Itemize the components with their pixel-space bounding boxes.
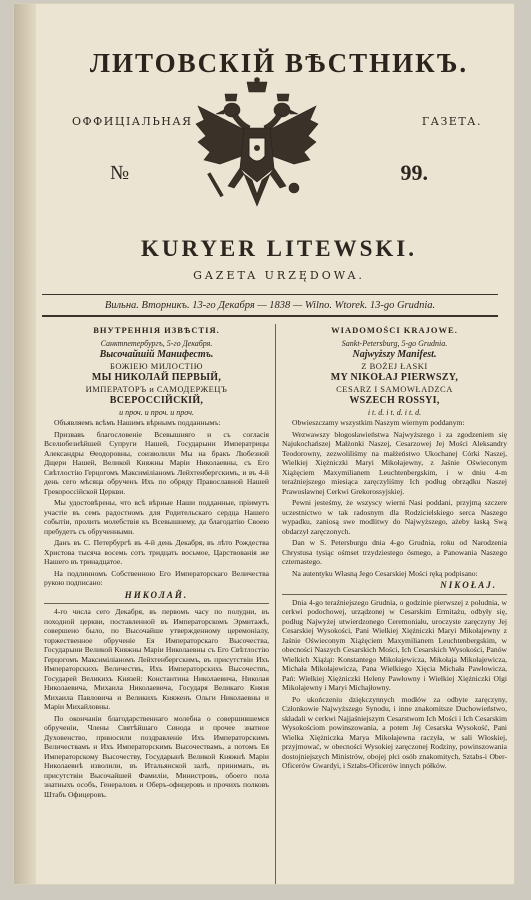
etc-pl: i t. d. i t. d. i t. d.: [367, 407, 422, 417]
newspaper-page: [14, 4, 514, 884]
masthead-title-ru: ЛИТОВСКІЙ ВѢСТНИКЪ.: [89, 48, 469, 78]
emperor-name-ru: МЫ НИКОЛАЙ ПЕРВЫЙ,: [91, 372, 222, 383]
all-russia-ru: ВСЕРОССІЙСКІЙ,: [109, 395, 204, 406]
manifest-title-pl: Najwyższy Manifest.: [352, 349, 437, 360]
header-rule-top: [42, 294, 498, 295]
emperor-name-pl: MY NIKOŁAJ PIERWSZY,: [330, 372, 459, 383]
by-grace-ru: БОЖІЕЮ МИЛОСТІЮ: [110, 360, 203, 371]
issue-number-label: №: [110, 162, 130, 184]
paragraph-pl-2: Wezwawszy błogosławieństwa Najwyższego i za zgodzeniem się Najukochańszej Małżonki Naszej, Cesarzowej Jej Mości Aleksandry Teodorowny, zezwoliliśmy na małżeństwo Ukochanej Córki Naszej, Wielkiej Xiężniczki Maryi Mikołajewny, z Jaśnie Oświeconym Xiążęciem Maxymilianem Leuchtenbergskim, i w dniu 4-m teraźniejszego miesiąca zaręczyliśmy Ich podług obrządku Naszej Prawosławnej Cerkwi Grekorossyjskiej.: [282, 429, 507, 496]
issue-number: 99.: [400, 160, 428, 185]
masthead-title-pl: KURYER LITEWSKI.: [141, 236, 417, 261]
paragraph-pl-4: Dan w S. Petersburgu dnia 4-go Grudnia, roku od Narodzenia Chrystusa tysiąc ośmset trzydziestego ósmego, a Panowania Naszego czternastego.: [282, 538, 507, 566]
paragraph-ru-1: Объявляемъ всѣмъ Нашимъ вѣрнымъ подданнымъ:: [54, 418, 221, 427]
column-divider: [275, 324, 276, 884]
separator-pl: [282, 594, 507, 595]
page-spine: [14, 4, 36, 884]
place-date-pl: Sankt-Petersburg, 5-go Grudnia.: [341, 338, 448, 348]
separator-ru: [44, 603, 269, 604]
place-date-ru: Санктпетербургъ, 5-го Декабря.: [100, 338, 213, 348]
by-grace-pl: Z BOŻEJ ŁASKI: [361, 360, 428, 371]
signature-pl: NIKOŁAJ.: [440, 580, 497, 590]
paragraph-pl-5: Na autentyku Własną Jego Cesarskiej Mości ręką podpisano:: [292, 568, 478, 578]
manifest-title-ru: Высочайшій Манифестъ.: [99, 349, 214, 360]
signature-ru: НИКОЛАЙ.: [124, 589, 189, 600]
paragraph-ru-4: Данъ въ С. Петербургѣ въ 4-й день Декабря, въ лѣто Рождества Христова тысяча восемь сотъ тридцать восьмое, Царствованія же Нашего въ тринадцатое.: [44, 538, 269, 566]
paragraph-ru-5: На подлинномъ Собственною Его Императорскаго Величества рукою подписано:: [44, 568, 269, 587]
paragraph-pl-6: Dnia 4-go teraźniejszego Grudnia, o godzinie pierwszej z południa, w cerkwi podochowej, urządzonej w Cesarskim Ermitażu, odbyły się, podług Najwyżej utwierdzonego Ceremoniału, uroczyste zaręczyny Jej Cesarskiej Wysokości, Pani Wielkiej Xiężniczki Maryi Mikołajewny z Jaśnie Oświeconym Xiążęciem Maxymilianem Leuchtenbergskim, w obecności Naszych Cesarskich Mości, Ich Cesarskich Wysokości, Panów Wielkich Xiążąt: Konstantego Mikołajewicza, Mikołaja Mikołajewicza, Michała Mikołajewicza, Pana Wielkiego Xięcia Michała Pawłowicza, Pań: Wielkiej Xiężniczki Heleny Pawłowny i Wielkiej Xiężniczki Olgi Mikołajewny i Maryi Michajłowny.: [282, 597, 507, 692]
gazeta-label: ГАЗЕТА.: [421, 115, 482, 128]
column-russian: [44, 326, 269, 886]
official-label: ОФФИЦІАЛЬНАЯ: [72, 115, 193, 128]
column-polish: [282, 326, 507, 886]
paragraph-ru-7: По окончаніи благодарственнаго молебна о совершившемся обрученіи, Члены Святѣйшаго Синода и прочее знатное Духовенство, приносили поздравленіе Ихъ Императорскимъ Величествамъ и Ихъ Императорскимъ Высочествамъ, а потомъ Ея Императорскому Высочеству, Государынѣ Великой Княжнѣ Маріи Николаевнѣ изволили, въ Итальянской залѣ, принимать, въ присутствіи Высочайшей Фамиліи, Министровъ, обоего пола знатныхъ особъ, Генераловъ и Оберъ-офицеровъ и прочихъ полковъ Штабъ Офицеровъ.: [44, 713, 269, 799]
dateline: Вильна. Вторникъ. 13-го Декабря — 1838 — Wilno. Wtorek. 13-go Grudnia.: [104, 300, 436, 311]
paragraph-pl-1: Obwieszczamy wszystkim Naszym wiernym poddanym:: [292, 418, 465, 427]
paragraph-ru-2: Призвавъ благословеніе Всевышняго и съ согласія Вселюбезнѣйшей Супруги Нашей, Государыни Императрицы Александры Ѳеодоровны, соизволили Мы на бракъ Любезной Дщери Нашей, Великой Княжны Маріи Николаевны, съ Его Свѣтлостію Герцогомъ Максиміліаномъ Лейхтенбергскимъ, и въ 4-й день сего мѣсяца обрученъ Ихъ по обряду Православной Нашей Грекороссійской Церкви.: [44, 429, 269, 496]
header-rule-bottom: [42, 315, 498, 317]
section-heading-ru: ВНУТРЕННІЯ ИЗВѢСТІЯ.: [93, 326, 220, 335]
paragraph-ru-6: 4-го числа сего Декабря, въ первомъ часу по полудни, въ походной церкви, поставленной въ Императорскомъ Эрмитажѣ, совершено было, по Высочайше утвержденному церемоніалу, торжественное обрученіе Ея Императорскаго Высочества, Государыни Великой Княжны Маріи Николаевны съ Его Свѣтлостію Герцогомъ Максиміліаномъ Лейхтенбергскимъ, въ присутствіи Ихъ Императорскихъ Величествъ, Ихъ Императорскихъ Высочествъ, Государей Великихъ Князей: Константина Николаевича, Николая Николаевича, Михаила Николаевича, Государя Великаго Князя Михаила Павловича и Великихъ Княженъ Ольги Николаевны и Маріи Михайловны.: [44, 607, 269, 711]
paragraph-ru-3: Мы удостовѣрены, что всѣ вѣрные Наши подданные, пріимутъ участіе въ семъ радостномъ для Родительскаго сердца Нашего событіи, пролить молебствія къ Всевышнему, да благодатію Своею пребудетъ съ обрученными.: [44, 498, 269, 536]
masthead-subtitle-pl: GAZETA URZĘDOWA.: [193, 269, 365, 282]
emperor-title-pl: CESARZ I SAMOWŁADZCA: [336, 383, 453, 394]
all-russia-pl: WSZECH ROSSYI,: [349, 395, 440, 406]
etc-ru: и проч. и проч. и проч.: [119, 407, 194, 417]
emperor-title-ru: ИМПЕРАТОРЪ и САМОДЕРЖЕЦЪ: [85, 383, 228, 394]
section-heading-pl: WIADOMOŚCI KRAJOWE.: [331, 326, 458, 335]
paragraph-pl-7: Po ukończeniu dziękczynnych modłów za odbyte zaręczyny, Członkowie Najwyższego Synodu, i inne znakomitsze Duchowieństwo, składali w cerkwi Najjaśniejszym Cesarstwom Ich Mości i Ich Cesarskim Wysokościom powinszowania, a potem Jej Cesarska Wysokość, Pani Wielka Xiężniczka Marya Mikołajewna raczyła, w sali Włoskiej, przyjmować, w obecności Wysokiej zaręczonej Rodziny, powinszowania dostojniejszych Ministrów, obojej płci osób znakomitych, Sztabs-i Ober-Oficerów Gwardyi, i Sztabs-Oficerów innych półków.: [282, 694, 507, 770]
double-headed-eagle-emblem: [192, 76, 322, 216]
paragraph-pl-3: Pewni jesteśmy, że wszyscy wierni Nasi poddani, przyjmą szczere uczestnictwo w tak radosnym dla Rodzicielskiego serca Naszego wypadku, zaniosą swe modlitwy do Najwyższego, ażeby łaską Swą obdarzył zaręczonych.: [282, 498, 507, 536]
